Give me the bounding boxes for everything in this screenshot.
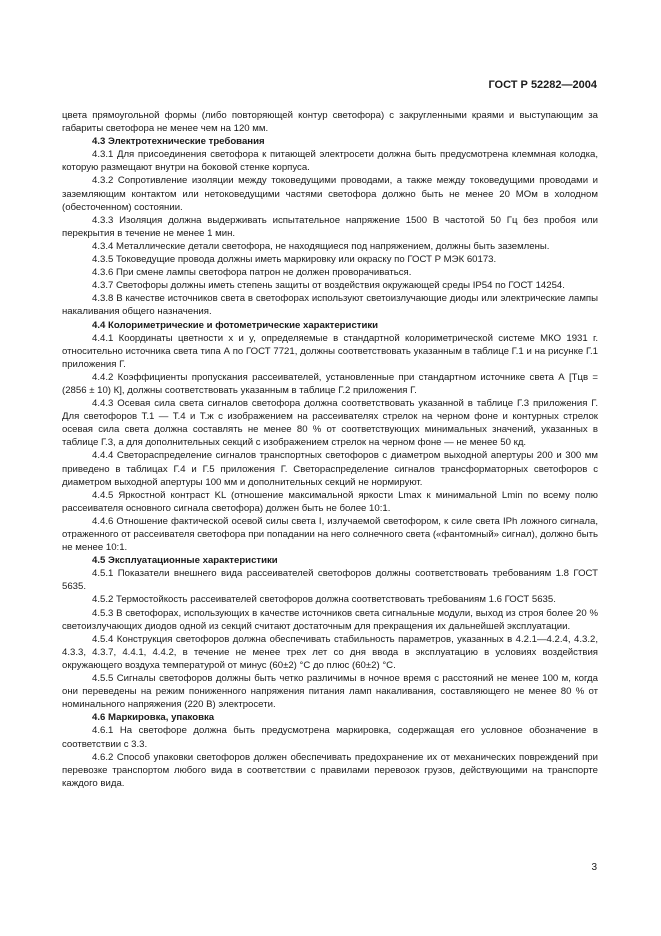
paragraph-4-4-2: 4.4.2 Коэффициенты пропускания рассеивателей, установленные при стандартном источнике света А [Tцв = (2856 ± 10) К], должны соответствовать указанным в таблице Г.2 приложения Г. <box>62 371 598 396</box>
paragraph-4-5-5: 4.5.5 Сигналы светофоров должны быть четко различимы в ночное время с расстояний не менее 100 м, когда они переведены на режим пониженного напряжения питания ламп накаливания, составляющего не менее 80 % от номинального напряжения (220 В) электросети. <box>62 673 598 711</box>
paragraph-4-6-2: 4.6.2 Способ упаковки светофоров должен обеспечивать предохранение их от механических повреждений при перевозке транспортом любого вида в соответствии с правилами перевозок грузов, действующими на транспорте каждого вида. <box>62 751 598 789</box>
document-standard-number: ГОСТ Р 52282—2004 <box>488 79 597 91</box>
paragraph-4-4-3: 4.4.3 Осевая сила света сигналов светофора должна соответствовать указанной в таблице Г.3 приложения Г. Для светофоров Т.1 — Т.4 и Т.ж с изображением на рассеивателях стрелок на черном фоне и контурных стрелок осевая сила света должна составлять не менее 80 % от соответствующих минимальных значений, указанных в таблице Г.3, а для дополнительных секций с изображением стрелок на черном фоне — не менее 50 кд. <box>62 398 598 449</box>
paragraph-4-4-5: 4.4.5 Яркостной контраст KL (отношение максимальной яркости Lmax к минимальной Lmin по всему полю рассеивателя основного сигнала светофора) должен быть не более 10:1. <box>62 489 598 514</box>
paragraph-4-5-3: 4.5.3 В светофорах, использующих в качестве источников света сигнальные модули, выход из строя более 20 % светоизлучающих диодов одной из секций считают достаточным для прекращения их дальнейшей эксплуатации. <box>62 607 598 632</box>
section-heading-4-6: 4.6 Маркировка, упаковка <box>92 712 215 724</box>
paragraph-4-3-3: 4.3.3 Изоляция должна выдерживать испытательное напряжение 1500 В частотой 50 Гц без пробоя или перекрытия в течение не менее 1 мин. <box>62 214 598 239</box>
section-heading-4-4: 4.4 Колориметрические и фотометрические характеристики <box>92 319 379 331</box>
paragraph-4-3-8: 4.3.8 В качестве источников света в светофорах используют светоизлучающие диоды или электрические лампы накаливания общего назначения. <box>62 293 598 318</box>
paragraph-continuation: цвета прямоугольной формы (либо повторяющей контур светофора) с закругленными краями и выступающим за габариты светофора не менее чем на 120 мм. <box>62 110 598 135</box>
section-heading-4-5: 4.5 Эксплуатационные характеристики <box>92 555 278 567</box>
paragraph-4-3-7: 4.3.7 Светофоры должны иметь степень защиты от воздействия окружающей среды IP54 по ГОСТ 14254. <box>92 280 565 292</box>
paragraph-4-6-1: 4.6.1 На светофоре должна быть предусмотрена маркировка, содержащая его условное обозначение в соответствии с 3.3. <box>62 725 598 750</box>
paragraph-4-3-5: 4.3.5 Токоведущие провода должны иметь маркировку или окраску по ГОСТ Р МЭК 60173. <box>92 254 497 266</box>
paragraph-4-3-1: 4.3.1 Для присоединения светофора к питающей электросети должна быть предусмотрена клеммная колодка, которую размещают внутри на боковой стенке корпуса. <box>62 149 598 174</box>
paragraph-4-5-1: 4.5.1 Показатели внешнего вида рассеивателей светофоров должны соответствовать требованиям 1.8 ГОСТ 5635. <box>62 568 598 593</box>
paragraph-4-3-4: 4.3.4 Металлические детали светофора, не находящиеся под напряжением, должны быть заземлены. <box>92 240 550 252</box>
paragraph-4-3-2: 4.3.2 Сопротивление изоляции между токоведущими проводами, а также между токоведущими проводами и заземляющим контактом или нетоковедущими частями светофора должно быть не менее 20 МОм в холодном (обесточенном) состоянии. <box>62 175 598 213</box>
paragraph-4-4-1: 4.4.1 Координаты цветности x и y, определяемые в стандартной колориметрической системе МКО 1931 г. относительно источника света типа А по ГОСТ 7721, должны соответствовать указанным в таблице Г.1 и на рисунке Г.1 приложения Г. <box>62 332 598 370</box>
page-number: 3 <box>591 862 597 873</box>
paragraph-4-5-2: 4.5.2 Термостойкость рассеивателей светофоров должна соответствовать требованиям 1.6 ГОСТ 5635. <box>92 594 556 606</box>
paragraph-4-4-6: 4.4.6 Отношение фактической осевой силы света I, излучаемой светофором, к силе света IPh ложного сигнала, отраженного от рассеивателя светофора при попадании на него солнечного света («фантомный» сигнал), должно быть не менее 10:1. <box>62 515 598 554</box>
document-body <box>62 109 598 790</box>
paragraph-4-3-6: 4.3.6 При смене лампы светофора патрон не должен проворачиваться. <box>92 267 412 279</box>
paragraph-4-5-4: 4.5.4 Конструкция светофоров должна обеспечивать стабильность параметров, указанных в 4.2.1—4.2.4, 4.3.2, 4.3.3, 4.3.7, 4.4.1, 4.4.2, в течение не менее трех лет со дня ввода в эксплуатацию в условиях воздействия окружающего воздуха температурой от минус (60±2) °С до плюс (60±2) °С. <box>62 633 598 671</box>
paragraph-4-4-4: 4.4.4 Светораспределение сигналов транспортных светофоров с диаметром выходной апертуры 200 и 300 мм приведено в таблицах Г.4 и Г.5 приложения Г. Светораспределение сигналов трансформаторных светофоров с диаметром выходной апертуры 100 мм и дополнительных секций не нормируют. <box>62 450 598 488</box>
section-heading-4-3: 4.3 Электротехнические требования <box>92 136 265 148</box>
